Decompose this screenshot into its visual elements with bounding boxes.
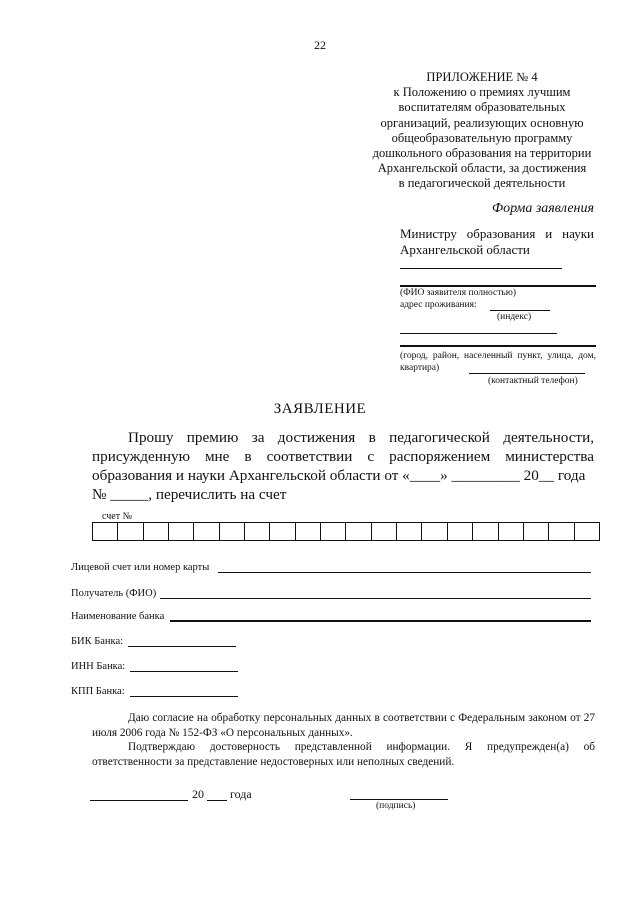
annex-line: общеобразовательную программу [391,130,573,145]
applicant-fio-field[interactable] [400,268,562,269]
account-digit-cell[interactable] [220,523,245,540]
request-text [92,428,594,504]
account-digit-cell[interactable] [93,523,118,540]
year-suffix: года [230,787,252,801]
address-field[interactable] [400,333,557,334]
annex-header [355,70,609,192]
phone-caption: (контактный телефон) [488,376,578,386]
account-digit-cell[interactable] [575,523,599,540]
account-digit-cell[interactable] [245,523,270,540]
account-digit-cell[interactable] [524,523,549,540]
year-field[interactable] [207,800,227,801]
recipient-field[interactable] [160,598,591,599]
signature-field[interactable] [350,799,448,800]
account-digit-cell[interactable] [118,523,143,540]
account-digit-cell[interactable] [321,523,346,540]
page-number: 22 [314,38,326,52]
card-field[interactable] [218,572,591,573]
account-digit-cell[interactable] [372,523,397,540]
form-title: Форма заявления [491,201,594,216]
kpp-label: КПП Банка: [71,686,125,697]
bik-field[interactable] [128,646,236,647]
account-digit-cell[interactable] [499,523,524,540]
account-digit-cell[interactable] [144,523,169,540]
annex-line: к Положению о премиях лучшим [393,85,571,100]
annex-line: организаций, реализующих основную [380,115,584,130]
addressee: Министру образования и науки Архангельской области [400,226,594,257]
annex-line: дошкольного образования на территории [372,146,592,161]
index-caption: (индекс) [497,312,532,322]
annex-line: Архангельской области, за достижения [377,161,587,176]
confirmation-paragraph: Подтверждаю достоверность представленной информации. Я предупрежден(а) об ответственности за представление недостоверных или неполных сведений. [92,741,595,768]
account-digit-cell[interactable] [169,523,194,540]
request-paragraph: Прошу премию за достижения в педагогической деятельности, присужденную мне в соответствии с распоряжением министерства образования и науки Архангельской области от «____» _________ 20__ года [92,429,594,484]
annex-title: ПРИЛОЖЕНИЕ № 4 [426,70,538,84]
address-label: адрес проживания: [400,300,477,310]
request-paragraph-end: № _____, перечислить на счет [92,486,287,503]
consent-text [92,711,595,769]
recipient-label: Получатель (ФИО) [71,588,157,599]
account-label: счет № [102,511,133,522]
bank-label: Наименование банка [71,611,165,622]
separator-line [400,345,596,347]
annex-line: в педагогической деятельности [398,176,566,191]
consent-paragraph: Даю согласие на обработку персональных данных в соответствии с Федеральным законом от 27 июля 2006 года № 152-ФЗ «О персональных данных». [92,712,595,739]
account-digit-cell[interactable] [397,523,422,540]
account-number-grid[interactable] [92,522,600,541]
account-digit-cell[interactable] [270,523,295,540]
fio-caption: (ФИО заявителя полностью) [400,288,517,298]
signature-caption: (подпись) [376,801,416,811]
account-digit-cell[interactable] [346,523,371,540]
account-digit-cell[interactable] [549,523,574,540]
phone-field[interactable] [469,373,585,374]
city-caption: (город, район, населенный пункт, улица, дом, квартира) [400,351,596,373]
date-field[interactable] [90,800,188,801]
bik-label: БИК Банка: [71,636,124,647]
annex-line: воспитателям образовательных [398,100,566,115]
bank-field[interactable] [170,620,591,622]
kpp-field[interactable] [130,696,238,697]
account-digit-cell[interactable] [448,523,473,540]
inn-label: ИНН Банка: [71,661,126,672]
account-digit-cell[interactable] [194,523,219,540]
account-digit-cell[interactable] [473,523,498,540]
card-label: Лицевой счет или номер карты [71,562,210,573]
inn-field[interactable] [130,671,238,672]
account-digit-cell[interactable] [422,523,447,540]
account-digit-cell[interactable] [296,523,321,540]
document-title: ЗАЯВЛЕНИЕ [273,401,367,417]
year-prefix: 20 [192,787,204,801]
